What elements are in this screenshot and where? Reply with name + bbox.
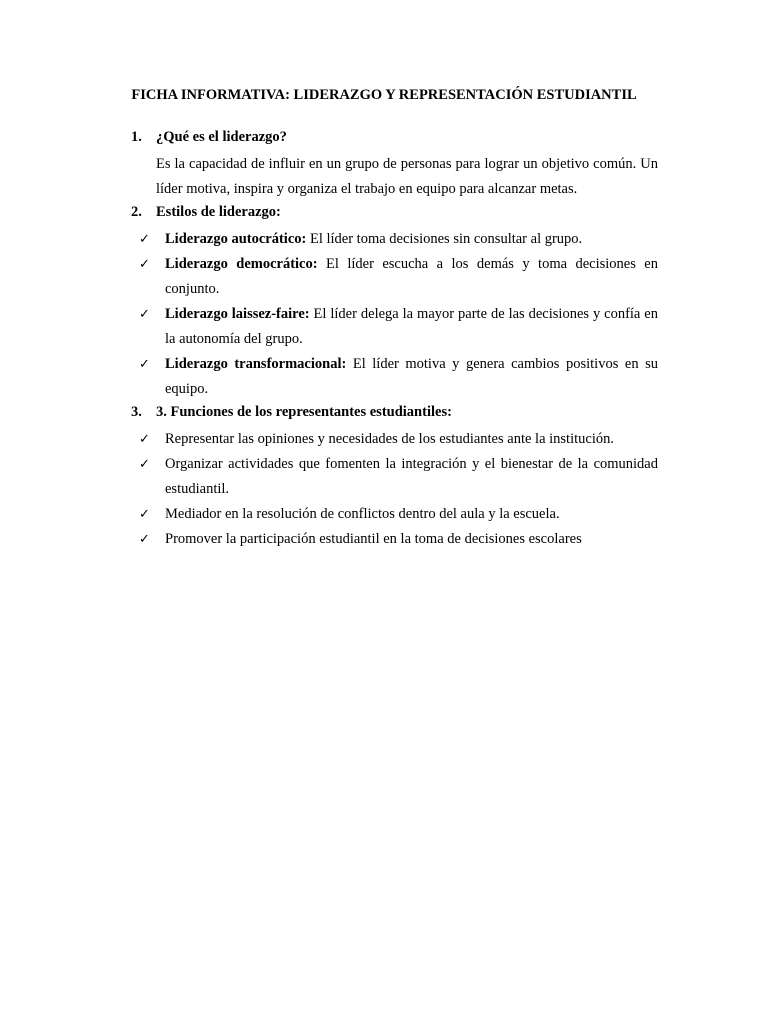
section-heading [0,402,768,427]
checkmark-icon: ✓ [139,307,150,322]
section-number: 2. [131,204,142,220]
checkmark-icon: ✓ [139,507,150,522]
document-title: FICHA INFORMATIVA: LIDERAZGO Y REPRESENTACIÓN ESTUDIANTIL [131,87,637,103]
checkmark-icon: ✓ [139,357,150,372]
section-paragraph: Es la capacidad de influir en un grupo de personas para lograr un objetivo común. Un líder motiva, inspira y organiza el trabajo en equipo para alcanzar metas. [156,156,658,197]
section-title: Estilos de liderazgo: [156,204,281,220]
list-item [0,227,658,252]
list-item-term: Liderazgo laissez-faire: [165,306,310,322]
list-item-term: Liderazgo transformacional: [165,356,347,372]
checkmark-icon: ✓ [139,232,150,247]
list-item [0,302,658,352]
list-item-term: Liderazgo autocrático: [165,231,307,247]
list-item-text: Mediador en la resolución de conflictos dentro del aula y la escuela. [165,506,560,522]
list-item [0,527,658,552]
checkmark-icon: ✓ [139,432,150,447]
list-item [0,502,658,527]
list-item-term: Liderazgo democrático: [165,256,318,272]
list-item-text: El líder motiva y genera cambios positivos en su equipo. [165,356,658,397]
checkmark-icon: ✓ [139,457,150,472]
list-item-text: Promover la participación estudiantil en la toma de decisiones escolares [165,531,582,547]
list-item [0,352,658,402]
section-number: 1. [131,129,142,145]
list-item-text: Organizar actividades que fomenten la integración y el bienestar de la comunidad estudiantil. [165,456,658,497]
list-item-text: Representar las opiniones y necesidades de los estudiantes ante la institución. [165,431,614,447]
section-title: ¿Qué es el liderazgo? [156,129,287,145]
list-item [0,452,658,502]
document-body [0,127,768,552]
section-number: 3. [131,404,142,420]
section-title: 3. Funciones de los representantes estudiantiles: [156,404,452,420]
list-item-text: El líder toma decisiones sin consultar al grupo. [306,231,583,247]
list-item [0,252,658,302]
checkmark-icon: ✓ [139,532,150,547]
list-item [0,427,658,452]
list-item-text: El líder escucha a los demás y toma decisiones en conjunto. [165,256,658,297]
section-heading [0,127,768,152]
checkmark-icon: ✓ [139,257,150,272]
list-item-text: El líder delega la mayor parte de las decisiones y confía en la autonomía del grupo. [165,306,658,347]
section-heading [0,202,768,227]
